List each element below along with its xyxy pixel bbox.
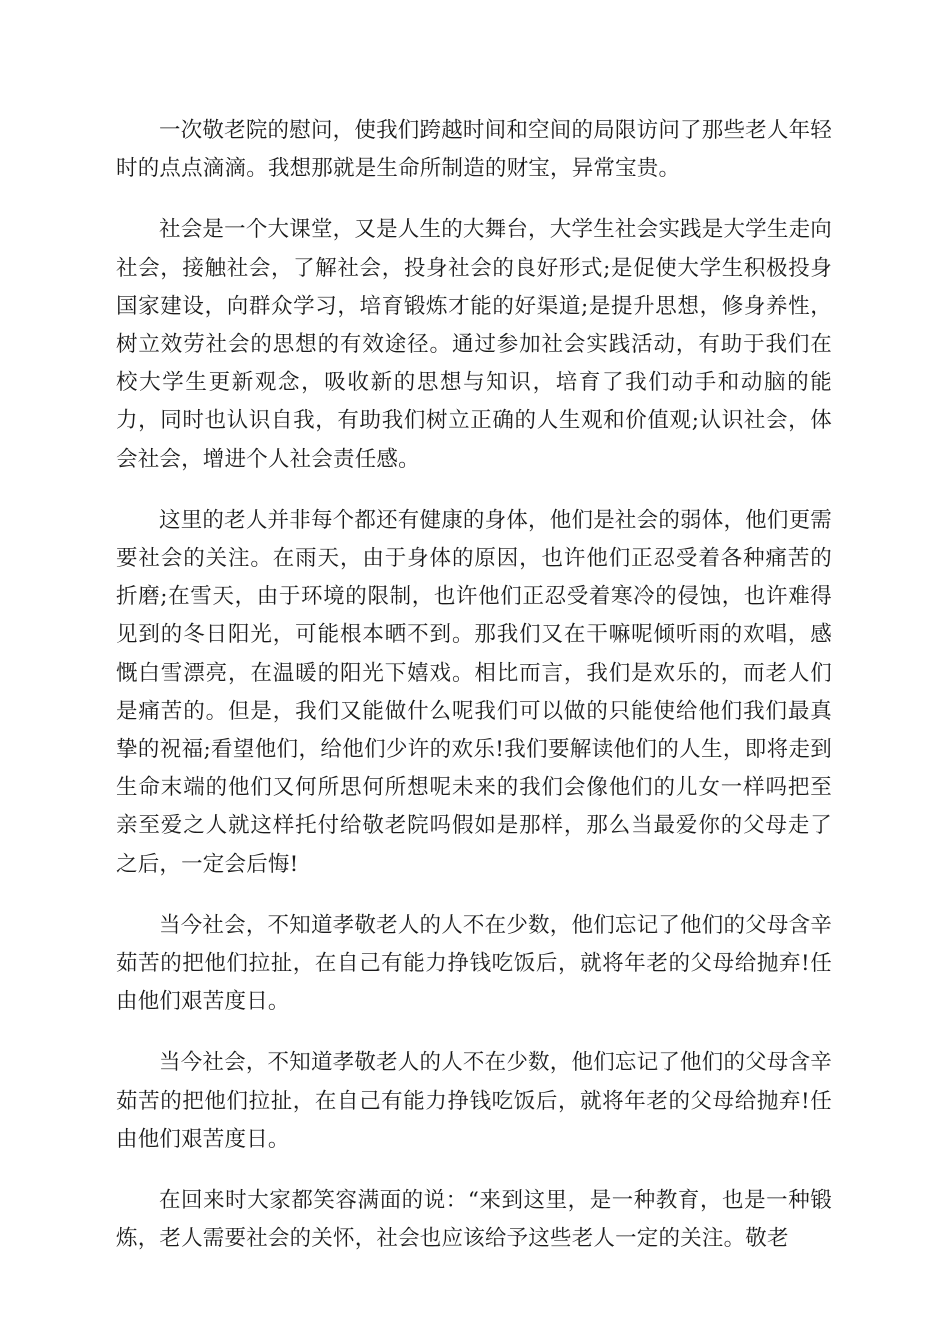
paragraph-6: 在回来时大家都笑容满面的说：“来到这里，是一种教育，也是一种锻炼，老人需要社会的关怀，社会也应该给予这些老人一定的关注。敬老 [116,1188,832,1252]
document-body [116,112,832,1281]
paragraph-3: 这里的老人并非每个都还有健康的身体，他们是社会的弱体，他们更需要社会的关注。在雨天，由于身体的原因，也许他们正忍受着各种痛苦的折磨;在雪天，由于环境的限制，也许他们正忍受着寒冷的侵蚀，也许难得见到的冬日阳光，可能根本晒不到。那我们又在干嘛呢倾听雨的欢唱，感慨白雪漂亮，在温暖的阳光下嬉戏。相比而言，我们是欢乐的，而老人们是痛苦的。但是，我们又能做什么呢我们可以做的只能使给他们我们最真挚的祝福;看望他们，给他们少许的欢乐!我们要解读他们的人生，即将走到生命末端的他们又何所思何所想呢未来的我们会像他们的儿女一样吗把至亲至爱之人就这样托付给敬老院吗假如是那样，那么当最爱你的父母走了之后，一定会后悔! [116,507,832,877]
paragraph-4: 当今社会，不知道孝敬老人的人不在少数，他们忘记了他们的父母含辛茹苦的把他们拉扯，在自己有能力挣钱吃饭后，就将年老的父母给抛弃!任由他们艰苦度日。 [116,912,832,1015]
paragraph-2: 社会是一个大课堂，又是人生的大舞台，大学生社会实践是大学生走向社会，接触社会，了解社会，投身社会的良好形式;是促使大学生积极投身国家建设，向群众学习，培育锻炼才能的好渠道;是提升思想，修身养性，树立效劳社会的思想的有效途径。通过参加社会实践活动，有助于我们在校大学生更新观念，吸收新的思想与知识，培育了我们动手和动脑的能力，同时也认识自我，有助我们树立正确的人生观和价值观;认识社会，体会社会，增进个人社会责任感。 [116,217,832,472]
paragraph-5: 当今社会，不知道孝敬老人的人不在少数，他们忘记了他们的父母含辛茹苦的把他们拉扯，在自己有能力挣钱吃饭后，就将年老的父母给抛弃!任由他们艰苦度日。 [116,1050,832,1152]
paragraph-1: 一次敬老院的慰问，使我们跨越时间和空间的局限访问了那些老人年轻时的点点滴滴。我想那就是生命所制造的财宝，异常宝贵。 [116,118,832,182]
